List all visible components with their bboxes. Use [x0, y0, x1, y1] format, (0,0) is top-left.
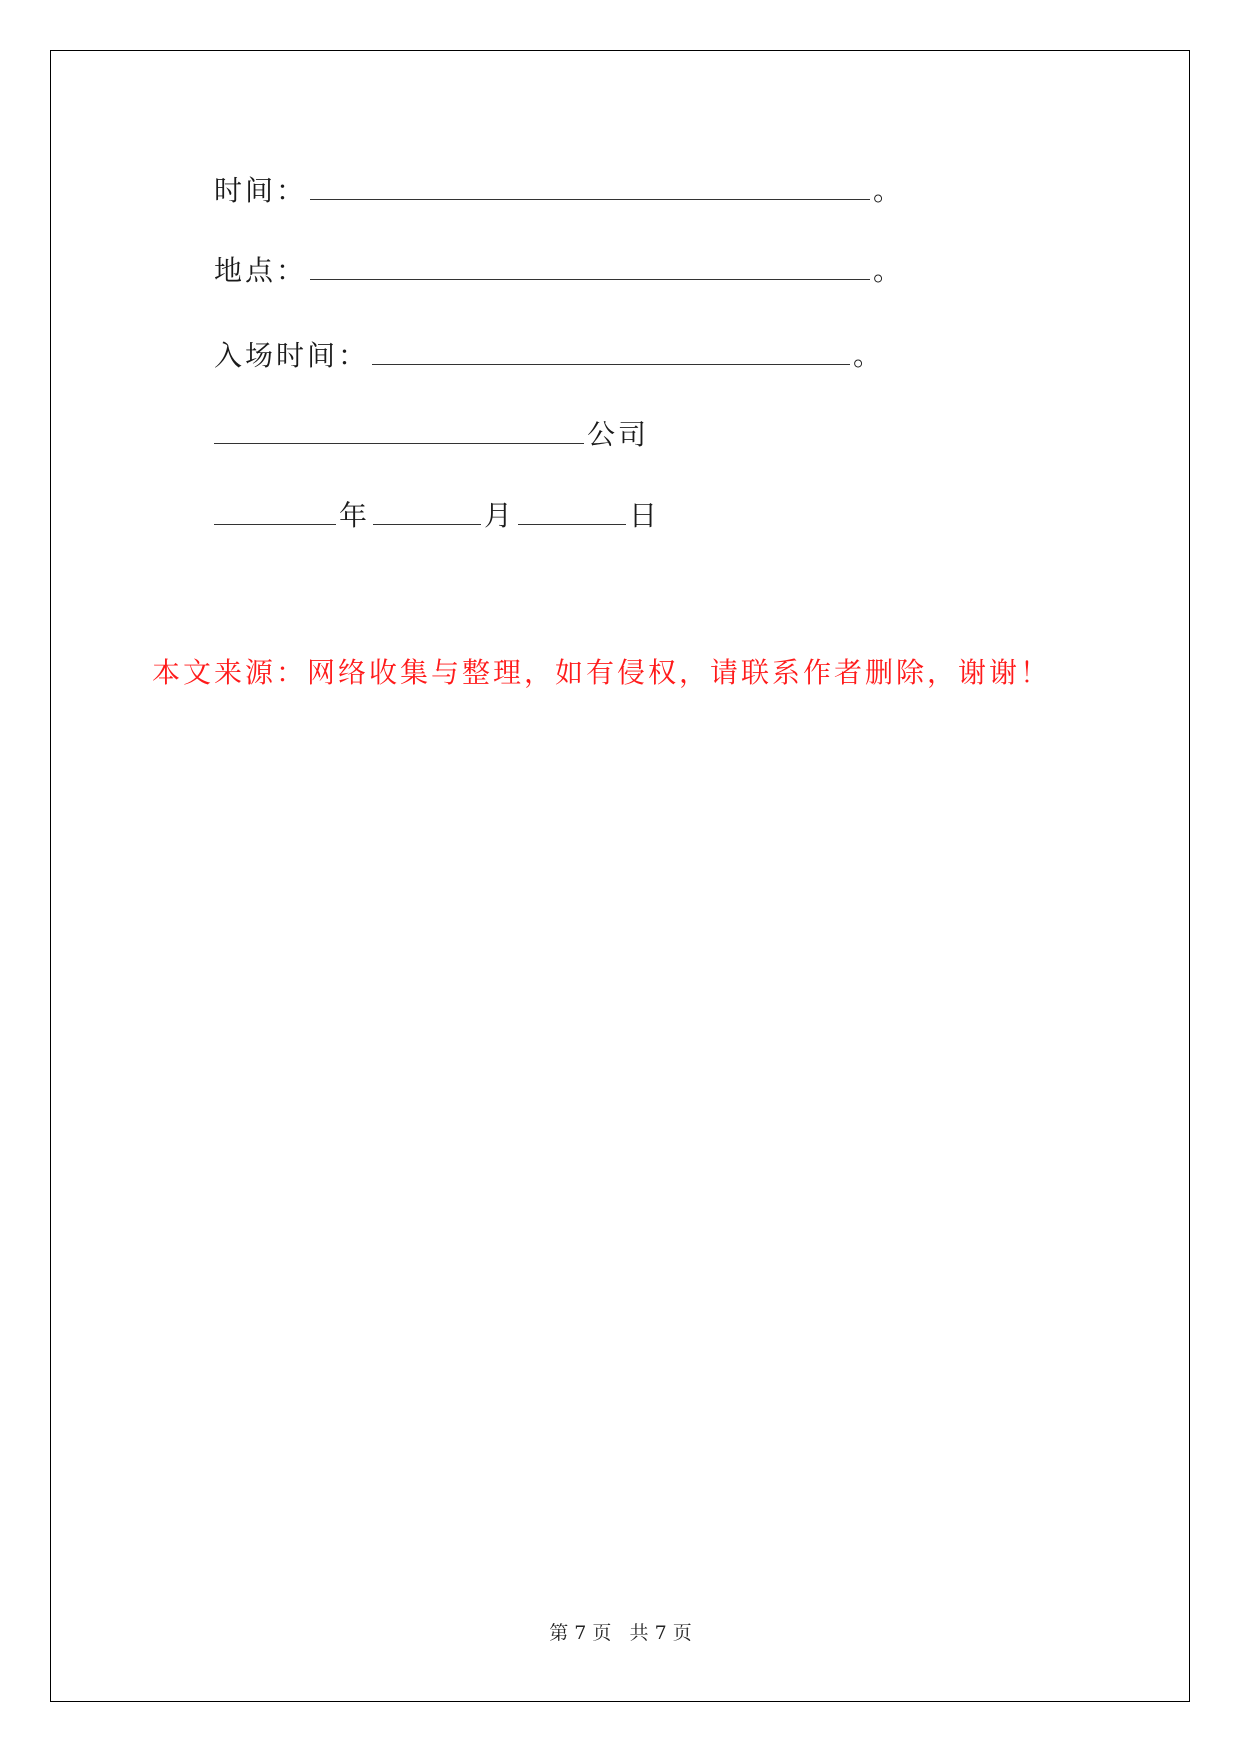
month-blank [373, 500, 481, 525]
location-blank [310, 255, 870, 280]
page-border [50, 50, 1190, 1702]
company-blank [214, 419, 584, 444]
entry-time-blank [372, 340, 850, 365]
source-notice: 本文来源：网络收集与整理，如有侵权，请联系作者删除，谢谢！ [152, 656, 1052, 689]
year-blank [214, 500, 336, 525]
year-label: 年 [339, 499, 371, 532]
page-footer: 第 7 页 共 7 页 [549, 1622, 692, 1644]
entry-time-row [214, 338, 884, 374]
company-suffix: 公司 [587, 418, 650, 451]
day-blank [518, 500, 626, 525]
day-label: 日 [629, 499, 661, 532]
time-row [214, 173, 904, 209]
location-label: 地点： [214, 254, 308, 287]
entry-time-period: 。 [853, 339, 885, 372]
date-row [214, 498, 660, 534]
location-period: 。 [873, 254, 905, 287]
company-row [214, 417, 649, 453]
time-label: 时间： [214, 174, 308, 207]
location-row [214, 253, 904, 289]
time-period: 。 [873, 174, 905, 207]
time-blank [310, 175, 870, 200]
month-label: 月 [484, 499, 516, 532]
entry-time-label: 入场时间： [214, 339, 370, 372]
